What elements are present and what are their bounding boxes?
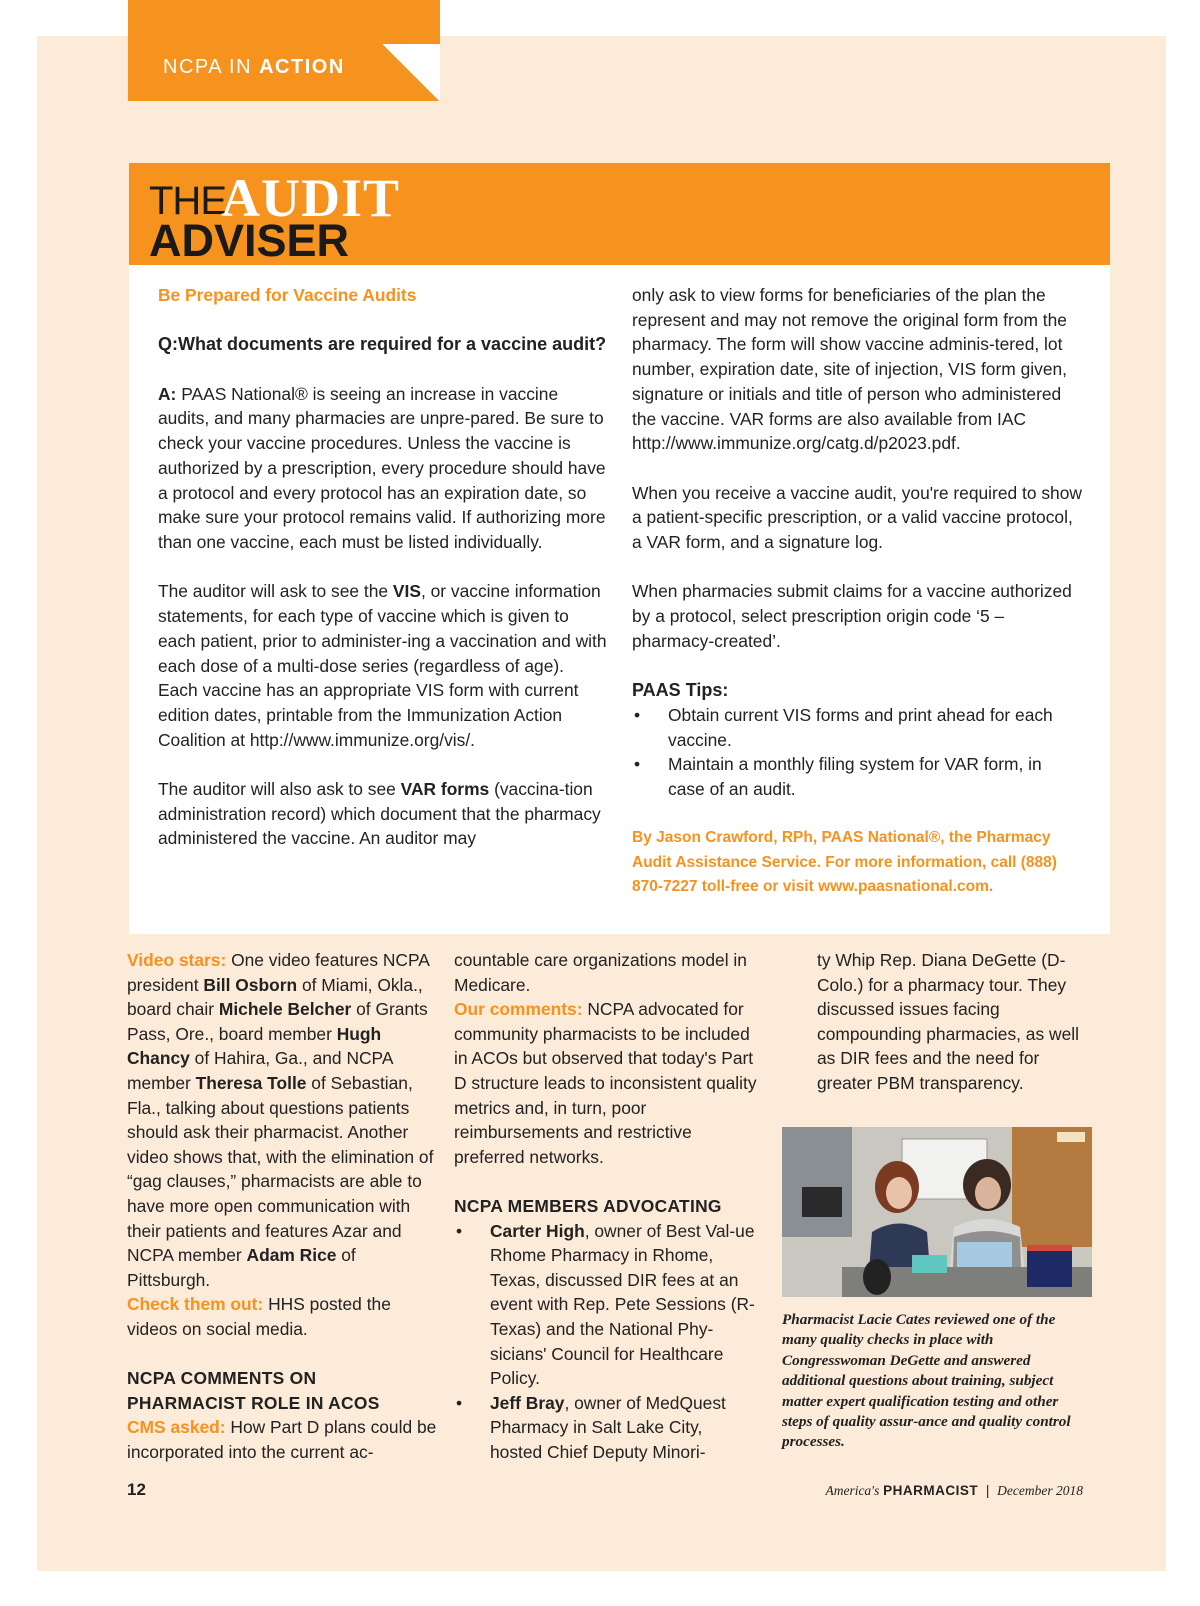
vis-text-before: The auditor will ask to see the <box>158 581 389 602</box>
person-name: Adam Rice <box>246 1245 337 1266</box>
cms-continuation: countable care organizations model in Medicare. <box>454 950 747 995</box>
member-item <box>454 1391 759 1465</box>
article-receive-paragraph: When you receive a vaccine audit, you're required to show a patient-specific prescription, or a valid vaccine protocol, a VAR form, and a signature log. <box>632 482 1082 553</box>
paas-tip-item: • Obtain current VIS forms and print ahead for each vaccine. <box>632 703 1082 752</box>
var-term: VAR forms <box>400 779 490 799</box>
members-continuation: ty Whip Rep. Diana DeGette (D-Colo.) for a pharmacy tour. They discussed issues facing compounding pharmacies, as well as DIR fees and the need for greater PBM transparency. <box>817 950 1079 1093</box>
issue-date: December 2018 <box>997 1483 1083 1498</box>
lower-column-1 <box>127 948 437 1464</box>
answer-label: A: <box>158 383 177 404</box>
vis-term: VIS <box>392 581 421 602</box>
var-text-before: The auditor will also ask to see <box>158 779 396 799</box>
photo-caption: Pharmacist Lacie Cates reviewed one of the many quality checks in place with Congresswoman DeGette and answered additional questions about training, subject matter expert qualification testing and other steps of quality assur-ance and quality control processes. <box>782 1311 1071 1451</box>
video-text: One video features NCPA president <box>127 950 429 995</box>
cms-asked-label: CMS asked: <box>127 1417 226 1438</box>
member-text: , owner of Best Val-ue Rhome Pharmacy in Rhome, Texas, discussed DIR fees at an event with Rep. Pete Sessions (R-Texas) and the National Phy-sicians' Council for Healthcare Policy. <box>490 1220 755 1389</box>
article-right-column <box>632 283 1082 900</box>
answer-text: PAAS National® is seeing an increase in vaccine audits, and many pharmacies are unpre-pared. Be sure to check your vaccine procedures. Unless the vaccine is authorized by a prescription, every procedure should have a protocol and every protocol has an expiration date, so make sure your protocol remains valid. If authorizing more than one vaccine, each must be listed individually. <box>158 383 606 552</box>
var-text-after: (vaccina-tion administration record) which document that the pharmacy administered the vaccine. An auditor may <box>158 779 601 849</box>
video-stars-paragraph <box>127 948 437 1292</box>
pharmacy-photo-illustration <box>782 1127 1092 1297</box>
video-text: of Grants Pass, Ore., board member <box>127 999 428 1044</box>
member-item <box>454 1219 759 1391</box>
video-text: of Sebastian, Fla., talking about questions patients should ask their pharmacist. Another video shows that, with the elimination of “gag clauses,” pharmacists are able to have more open communication with their patients and features Azar and NCPA member <box>127 1072 434 1266</box>
members-list <box>454 1219 759 1465</box>
section-tab-emphasis: ACTION <box>259 56 345 78</box>
paas-tips-heading: PAAS Tips: <box>632 680 729 701</box>
our-comments-paragraph <box>454 997 759 1169</box>
video-stars-label: Video stars: <box>127 950 227 970</box>
section-tab-label <box>163 56 345 79</box>
our-comments-text: NCPA advocated for community pharmacists to be included in ACOs but observed that today's Part D structure leads to inconsistent quality metrics and, in turn, poor reimbursements and restrictive preferred networks. <box>454 999 757 1167</box>
members-heading: NCPA MEMBERS ADVOCATING <box>454 1195 722 1216</box>
section-tab-corner <box>382 44 440 101</box>
person-name: Hugh Chancy <box>127 1023 382 1069</box>
article-var-paragraph <box>158 777 608 851</box>
cms-asked-text: How Part D plans could be incorporated into the current ac- <box>127 1417 437 1462</box>
magazine-footer <box>825 1483 1083 1499</box>
page-number: 12 <box>127 1480 146 1499</box>
video-text: of Hahira, Ga., and NCPA member <box>127 1048 393 1093</box>
lower-column-2 <box>454 948 759 1464</box>
article-byline: By Jason Crawford, RPh, PAAS National®, the Pharmacy Audit Assistance Service. For more information, call (888) 870-7227 toll-free or visit www.paasnational.com. <box>632 829 1057 896</box>
member-text: , owner of MedQuest Pharmacy in Salt Lake City, hosted Chief Deputy Minori- <box>490 1392 726 1462</box>
article-var-continuation: only ask to view forms for beneficiaries of the plan the represent and may not remove the original form from the pharmacy. The form will show vaccine adminis-tered, lot number, expiration date, site of injection, VIS form given, signature or initials and title of person who administered the vaccine. VAR forms are also available from IAC http://www.immunize.org/catg.d/p2023.pdf. <box>632 285 1067 454</box>
check-them-out-paragraph <box>127 1292 437 1341</box>
cms-asked-paragraph <box>127 1415 437 1464</box>
member-name: Carter High <box>490 1220 585 1241</box>
banner-the: THE <box>149 179 226 223</box>
person-name: Michele Belcher <box>218 999 352 1020</box>
audit-adviser-box <box>129 163 1110 934</box>
member-name: Jeff Bray <box>490 1392 565 1413</box>
acos-heading: NCPA COMMENTS ON PHARMACIST ROLE IN ACOS <box>127 1368 380 1413</box>
audit-adviser-banner <box>129 163 1110 265</box>
section-tab-prefix: NCPA IN <box>163 56 253 78</box>
banner-adviser: ADVISER <box>149 215 350 266</box>
our-comments-label: Our comments: <box>454 999 583 1020</box>
check-them-out-text: HHS posted the videos on social media. <box>127 1294 391 1339</box>
person-name: Theresa Tolle <box>195 1072 307 1093</box>
paas-tip-item: • Maintain a monthly filing system for VAR form, in case of an audit. <box>632 752 1082 801</box>
video-text: of Pittsburgh. <box>127 1245 356 1290</box>
article-claims-paragraph: When pharmacies submit claims for a vaccine authorized by a protocol, select prescription origin code ‘5 – pharmacy-created’. <box>632 581 1072 651</box>
pharmacy-photo <box>782 1127 1092 1297</box>
video-text: of Miami, Okla., board chair <box>127 974 423 1020</box>
article-vis-paragraph <box>158 579 608 752</box>
person-name: Bill Osborn <box>203 974 298 995</box>
banner-audit: AUDIT <box>221 168 401 228</box>
article-left-column <box>158 283 608 876</box>
article-headline: Be Prepared for Vaccine Audits <box>158 285 417 305</box>
magazine-name: PHARMACIST <box>883 1483 979 1498</box>
footer-separator: | <box>985 1483 990 1498</box>
article-question: Q:What documents are required for a vaccine audit? <box>158 334 607 355</box>
vis-text-after: , or vaccine information statements, for each type of vaccine which is given to each patient, prior to administer-ing a vaccination and with each dose of a multi-dose series (regardless of age). Each vaccine has an appropriate VIS form with current edition dates, printable from the Immunization Action Coalition at http://www.immunize.org/vis/. <box>158 581 607 750</box>
paas-tips-list <box>632 703 1082 802</box>
lower-column-3 <box>817 948 1092 1096</box>
article-answer <box>158 382 608 555</box>
check-them-out-label: Check them out: <box>127 1294 264 1315</box>
magazine-name-prefix: America's <box>825 1483 880 1498</box>
